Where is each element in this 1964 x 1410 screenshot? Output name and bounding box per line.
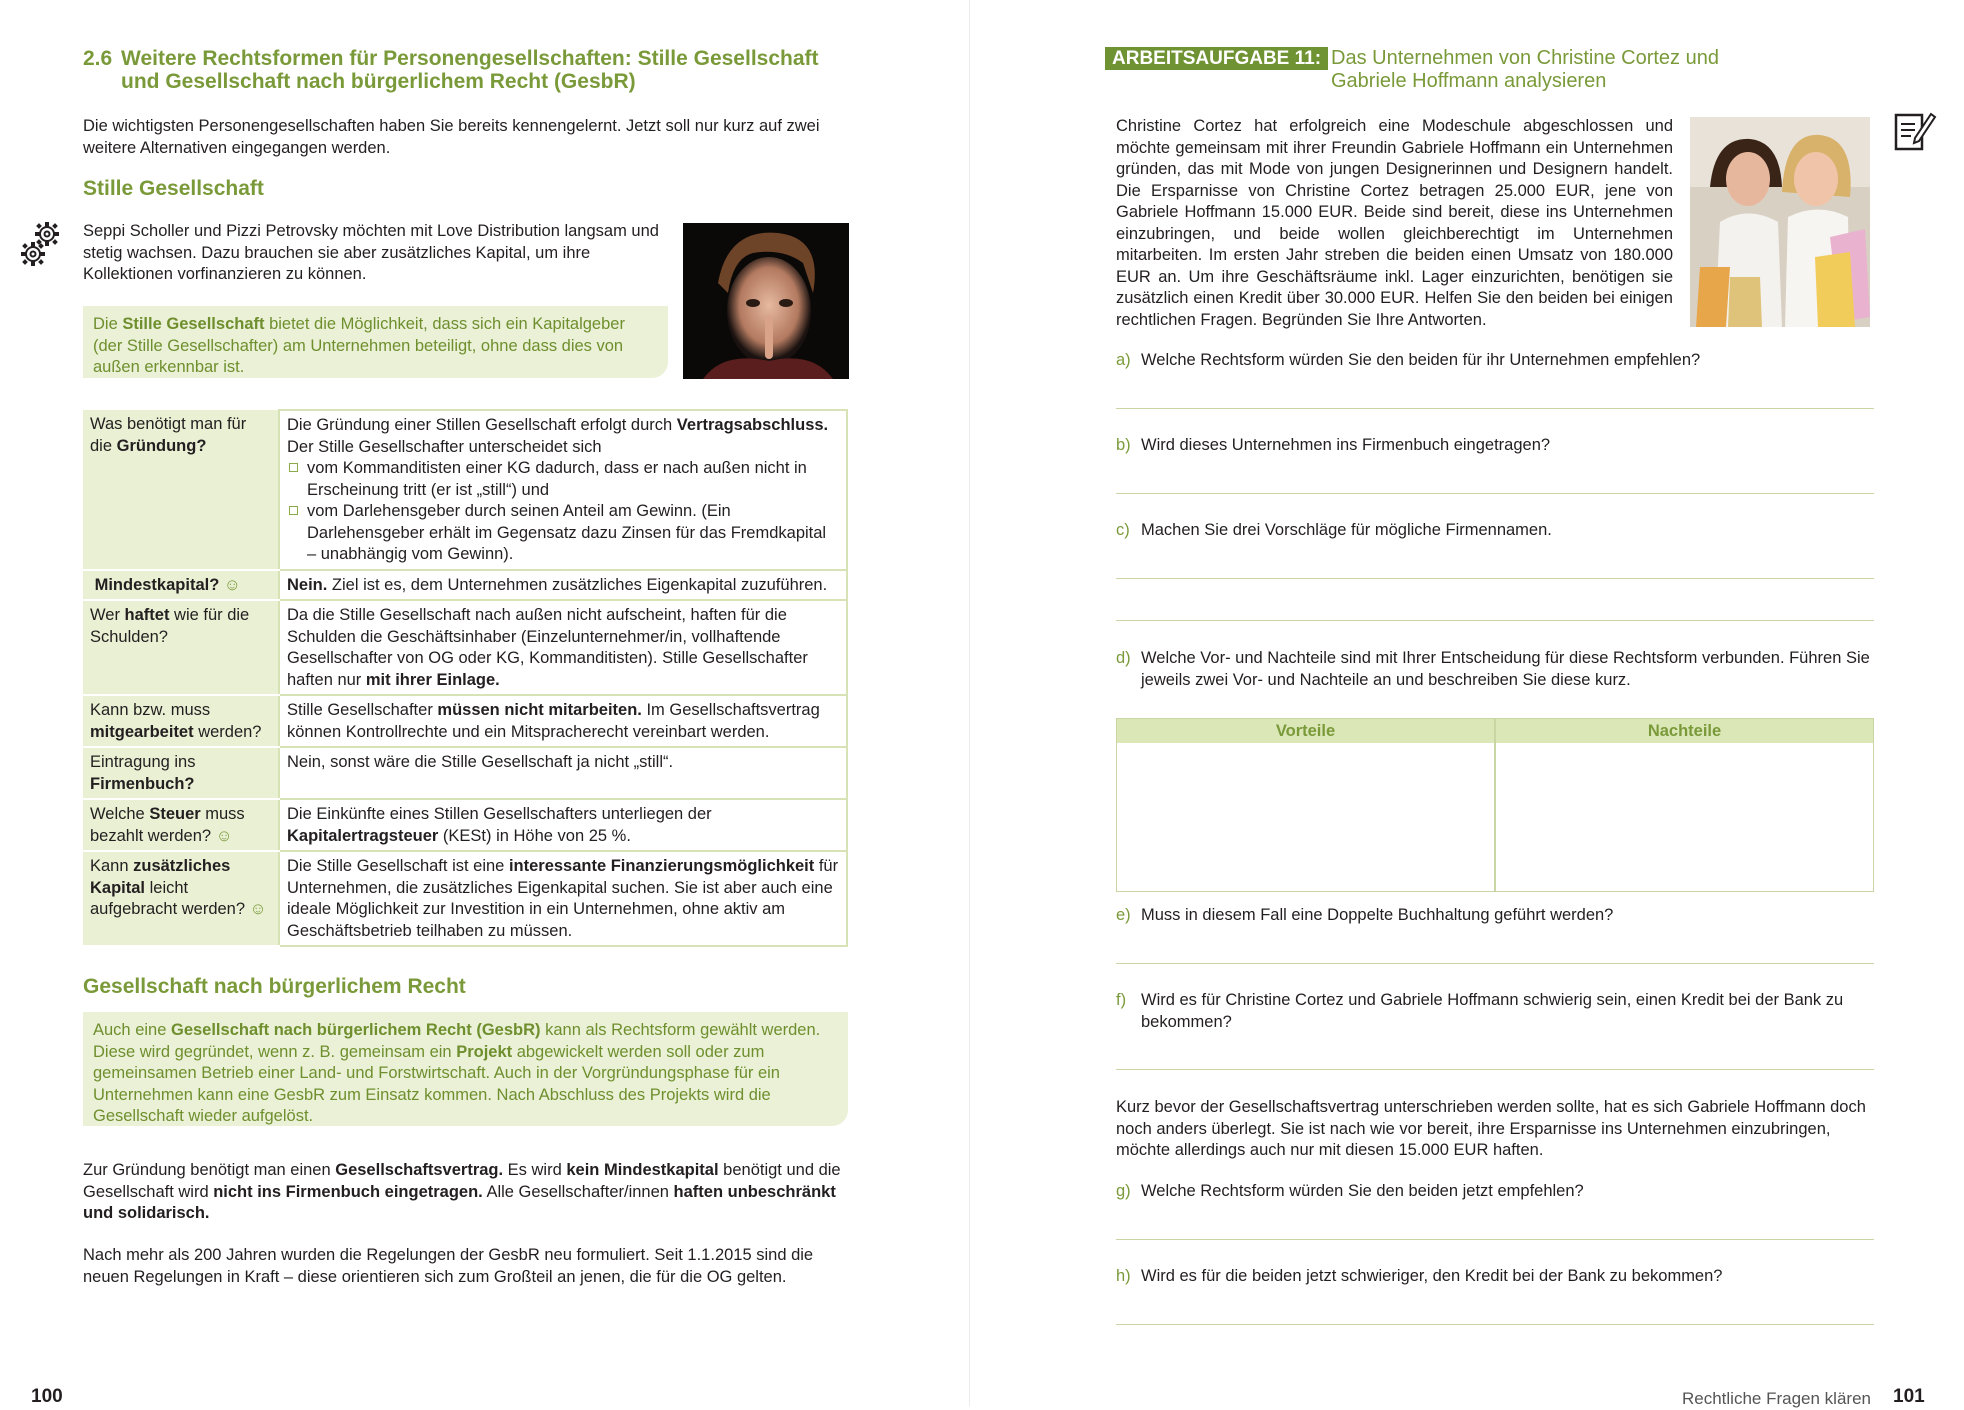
q-text: werden?	[193, 722, 262, 741]
question-text: Wird es für Christine Cortez und Gabriele Hoffmann schwierig sein, einen Kredit bei der Bank zu bekommen?	[1141, 991, 1844, 1031]
q-bold: mitgearbeitet	[90, 722, 194, 741]
table-question	[83, 747, 279, 799]
task-label: ARBEITSAUFGABE 11:	[1105, 47, 1328, 70]
q-bold: zusätzliches Kapital	[90, 857, 231, 897]
p-bold: Gesellschaftsvertrag.	[335, 1161, 504, 1179]
definition-box-gesbr	[83, 1012, 848, 1126]
question-letter: d)	[1116, 649, 1131, 667]
a-bold: müssen nicht mitarbeiten.	[437, 701, 642, 719]
table-question	[83, 410, 279, 570]
chapter-title	[83, 47, 843, 93]
q-bold: Steuer	[149, 805, 201, 823]
def-text: kann als Rechtsform gewählt werden. Diese wird gegründet, wenn z. B. gemeinsam ein	[93, 1021, 821, 1061]
question-g	[1116, 1181, 1876, 1203]
question-text: Wird dieses Unternehmen ins Firmenbuch eingetragen?	[1141, 436, 1551, 454]
checkbox-square-icon	[289, 463, 298, 472]
a-bold: Nein.	[287, 575, 328, 594]
cons-answer-cell[interactable]	[1496, 743, 1873, 891]
table-row	[83, 695, 847, 747]
question-c	[1116, 520, 1876, 542]
case-paragraph: Christine Cortez hat erfolgreich eine Modeschule abgeschlossen und möchte gemeinsam mit ihrer Freundin Gabriele Hoffmann ein Unternehmen gründen, das mit Mode von jungen Designerinnen und Designern handelt. Die Ersparnisse von Christine Cortez betragen 25.000 EUR, jene von Gabriele Hoffmann 15.000 EUR. Beide sind bereit, diese ins Unternehmen einzubringen, und beide wollen gleichberechtigt im Unternehmen mitarbeiten. Im ersten Jahr streben die beiden einen Umsatz von 180.000 EUR an. Um ihre Geschäftsräume inkl. Lager einzurichten, benötigen sie zusätzlich einen Kredit über 30.000 EUR. Helfen Sie den beiden bei einigen rechtlichen Fragen. Begründen Sie Ihre Antworten.	[1116, 117, 1673, 329]
table-question	[83, 570, 279, 601]
q-text: Was benötigt man für die	[90, 415, 247, 455]
table-answer	[279, 410, 847, 570]
bullet-text: vom Kommanditisten einer KG dadurch, dass er nach außen nicht in Erscheinung tritt (er ist „still“) und	[307, 459, 807, 499]
intro-paragraph: Die wichtigsten Personengesellschaften haben Sie bereits kennengelernt. Jetzt soll nur kurz auf zwei weitere Alternativen eingegangen werden.	[83, 117, 820, 157]
q-text: leicht aufgebracht werden?	[90, 878, 246, 918]
chapter-title-line2: und Gesellschaft nach bürgerlichem Recht (GesbR)	[121, 70, 636, 93]
q-text: Eintragung ins	[90, 753, 196, 771]
smiley-icon: ☺	[223, 575, 241, 594]
a-bold: Vertragsabschluss.	[676, 416, 829, 434]
question-letter: f)	[1116, 991, 1127, 1009]
a-text: Da die Stille Gesellschaft nach außen nicht aufscheint, haften für die Schulden die Geschäftsinhaber (Einzelunternehmer/in, vollhaftende Gesellschafter von OG oder KG, Kommanditisten). Stille Gesellschafter haften nur	[287, 606, 808, 689]
table-answer	[279, 851, 847, 946]
a-text: Die Stille Gesellschaft ist eine	[287, 857, 509, 875]
question-b	[1116, 435, 1876, 457]
def-text: Auch eine	[93, 1021, 171, 1039]
p-bold: haften unbeschränkt und solidarisch.	[83, 1182, 836, 1222]
answer-line-e[interactable]	[1116, 963, 1874, 964]
question-f	[1116, 990, 1876, 1033]
section-heading-stille: Stille Gesellschaft	[83, 177, 264, 200]
def-text: abgewickelt werden soll oder zum gemeinsamen Betrieb einer Land- und Forstwirtschaft. Auch in der Vorgründungsphase für ein Unternehmen kann eine GesbR zum Einsatz kommen. Nach Abschluss des Projekts wird die Gesellschaft wieder aufgelöst.	[93, 1042, 780, 1125]
def-term: Gesellschaft nach bürgerlichem Recht (GesbR)	[170, 1021, 541, 1039]
smiley-icon: ☺	[215, 826, 233, 845]
question-text: Welche Rechtsform würden Sie den beiden jetzt empfehlen?	[1141, 1182, 1584, 1200]
smiley-icon: ☺	[249, 900, 267, 918]
table-answer	[279, 747, 847, 799]
pros-answer-cell[interactable]	[1117, 743, 1494, 891]
p-bold: nicht ins Firmenbuch eingetragen.	[213, 1182, 483, 1201]
page-number-left: 100	[31, 1386, 63, 1407]
answer-line-g[interactable]	[1116, 1239, 1874, 1240]
page-number-right: 101	[1893, 1386, 1925, 1407]
a-text: Die Einkünfte eines Stillen Gesellschafters unterliegen der	[287, 805, 712, 823]
question-text: Machen Sie drei Vorschläge für mögliche Firmennamen.	[1141, 521, 1552, 539]
question-a	[1116, 350, 1876, 372]
list-item	[287, 501, 839, 566]
table-row	[83, 570, 847, 601]
table-question	[83, 695, 279, 747]
a-text: Ziel ist es, dem Unternehmen zusätzliches Eigenkapital zuzuführen.	[327, 575, 828, 594]
q-text: Kann	[90, 857, 134, 875]
shopping-women-photo	[1690, 117, 1870, 327]
answer-line-c1[interactable]	[1116, 578, 1874, 579]
answer-line-a[interactable]	[1116, 408, 1874, 409]
gesbr-paragraph	[83, 1160, 848, 1225]
a-bold: Kapitalertragsteuer	[287, 826, 439, 845]
pros-header: Vorteile	[1117, 719, 1494, 743]
question-text: Muss in diesem Fall eine Doppelte Buchhaltung geführt werden?	[1141, 906, 1614, 924]
def-term: Stille Gesellschaft	[122, 315, 265, 333]
table-question	[83, 851, 279, 946]
question-text: Welche Rechtsform würden Sie den beiden für ihr Unternehmen empfehlen?	[1141, 351, 1701, 369]
a-bold: mit ihrer Einlage.	[365, 670, 500, 689]
question-d	[1116, 648, 1876, 691]
table-answer	[279, 695, 847, 747]
gesbr-history-paragraph: Nach mehr als 200 Jahren wurden die Regelungen der GesbR neu formuliert. Seit 1.1.2015 sind die neuen Regelungen in Kraft – diese orientieren sich zum Großteil an jenen, die für die OG gelten.	[83, 1246, 814, 1286]
q-text: Wer	[90, 606, 125, 624]
question-letter: a)	[1116, 351, 1131, 369]
table-question	[83, 600, 279, 695]
a-text: Stille Gesellschafter	[287, 701, 438, 719]
chapter-number: 2.6	[83, 47, 113, 70]
table-answer	[279, 600, 847, 695]
q-text: muss bezahlt werden?	[90, 805, 245, 845]
q-text: Welche	[90, 805, 150, 823]
a-text: Im Gesellschaftsvertrag können Kontrollrechte und ein Mitspracherecht vereinbart werden.	[287, 701, 820, 741]
section-heading-gesbr: Gesellschaft nach bürgerlichem Recht	[83, 975, 466, 998]
pros-cons-table	[1116, 718, 1874, 892]
a-text: Die Gründung einer Stillen Gesellschaft erfolgt durch	[287, 416, 677, 434]
definition-box-stille	[83, 306, 668, 378]
table-row	[83, 600, 847, 695]
notepad-pencil-icon	[1893, 108, 1937, 156]
p-text: Alle Gesellschafter/innen	[482, 1182, 674, 1201]
table-question	[83, 799, 279, 851]
a-text: Der Stille Gesellschafter unterscheidet sich	[287, 437, 602, 456]
q-bold: Gründung?	[116, 436, 207, 455]
question-letter: g)	[1116, 1182, 1131, 1200]
a-bold: interessante Finanzierungsmöglichkeit	[508, 857, 815, 875]
question-letter: b)	[1116, 436, 1131, 454]
table-row	[83, 747, 847, 799]
table-answer	[279, 799, 847, 851]
stille-gesellschaft-table	[83, 409, 848, 947]
p-text: Es wird	[503, 1161, 567, 1179]
portrait-photo	[683, 223, 849, 379]
question-letter: e)	[1116, 906, 1131, 924]
p-bold: kein Mindestkapital	[566, 1161, 719, 1179]
list-item	[287, 458, 839, 501]
def-text: Die	[93, 315, 123, 333]
a-text: für Unternehmen, die zusätzliches Eigenkapital suchen. Sie ist aber auch eine ideale Möglichkeit zur Investition in ein Unternehmen, ohne aktiv am Geschäftsbetrieb teilhaben zu müssen.	[287, 857, 839, 940]
q-text: wie für die Schulden?	[90, 606, 250, 646]
question-h	[1116, 1266, 1876, 1288]
def-text: bietet die Möglichkeit, dass sich ein Kapitalgeber (der Stille Gesellschafter) am Unternehmen beteiligt, ohne dass dies von außen erkennbar ist.	[93, 315, 625, 376]
q-bold: Mindestkapital?	[94, 575, 220, 594]
running-footer: Rechtliche Fragen klären	[1682, 1389, 1871, 1408]
question-text: Welche Vor- und Nachteile sind mit Ihrer Entscheidung für diese Rechtsform verbunden. Führen Sie jeweils zwei Vor- und Nachteile an und beschreiben Sie diese kurz.	[1141, 649, 1870, 689]
a-text: (KESt) in Höhe von 25 %.	[438, 826, 631, 845]
question-text: Wird es für die beiden jetzt schwieriger, den Kredit bei der Bank zu bekommen?	[1141, 1267, 1723, 1285]
stille-case-paragraph: Seppi Scholler und Pizzi Petrovsky möchten mit Love Distribution langsam und stetig wachsen. Dazu brauchen sie aber zusätzliches Kapital, um ihre Kollektionen vorfinanzieren zu können.	[83, 222, 659, 283]
bullet-text: vom Darlehensgeber durch seinen Anteil am Gewinn. (Ein Darlehensgeber erhält im Gegensatz dazu Zinsen für das Fremdkapital – unabhängig vom Gewinn).	[307, 502, 827, 563]
table-answer	[279, 570, 847, 601]
q-bold: Firmenbuch?	[90, 774, 195, 793]
twist-paragraph: Kurz bevor der Gesellschaftsvertrag unterschrieben werden sollte, hat es sich Gabriele Hoffmann doch noch anders überlegt. Sie ist nach wie vor bereit, ihre Ersparnisse ins Unternehmen einzubringen, möchte allerdings auch nur mit diesen 15.000 EUR haften.	[1116, 1098, 1866, 1159]
answer-line-h[interactable]	[1116, 1324, 1874, 1325]
def-term: Projekt	[456, 1042, 513, 1061]
question-letter: h)	[1116, 1267, 1131, 1285]
p-text: Zur Gründung benötigt man einen	[83, 1161, 336, 1179]
answer-line-f[interactable]	[1116, 1069, 1874, 1070]
gears-icon	[20, 220, 64, 270]
answer-line-c2[interactable]	[1116, 620, 1874, 621]
q-bold: haftet	[124, 606, 170, 624]
table-row	[83, 410, 847, 570]
q-text: Kann bzw. muss	[90, 701, 211, 719]
question-e	[1116, 905, 1876, 927]
a-text: Nein, sonst wäre die Stille Gesellschaft ja nicht „still“.	[287, 753, 674, 771]
table-row	[83, 799, 847, 851]
answer-line-b[interactable]	[1116, 493, 1874, 494]
p-text: benötigt und die Gesellschaft wird	[83, 1161, 841, 1201]
checkbox-square-icon	[289, 506, 298, 515]
table-row	[83, 851, 847, 946]
question-letter: c)	[1116, 521, 1130, 539]
chapter-title-line1: Weitere Rechtsformen für Personengesellschaften: Stille Gesellschaft	[121, 47, 819, 70]
task-title: Das Unternehmen von Christine Cortez und Gabriele Hoffmann analysieren	[1331, 47, 1719, 92]
cons-header: Nachteile	[1496, 719, 1873, 743]
